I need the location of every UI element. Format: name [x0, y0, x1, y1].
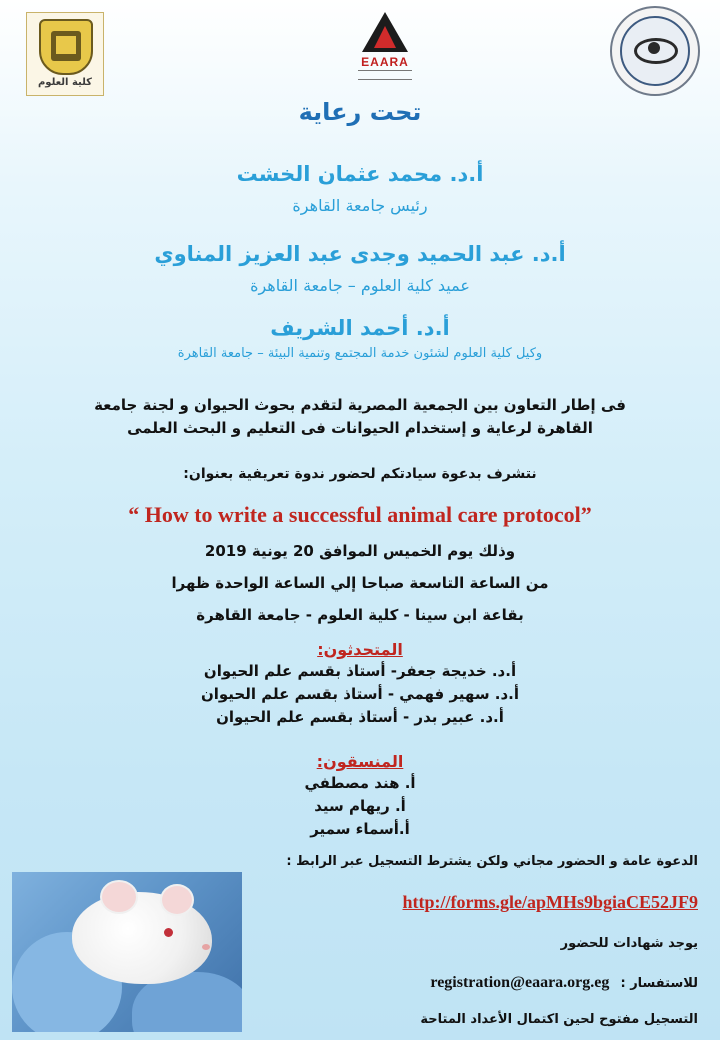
- event-venue: بقاعة ابن سينا - كلية العلوم - جامعة القاهرة: [196, 606, 524, 624]
- cairo-university-seal: [610, 6, 700, 96]
- event-date: وذلك يوم الخميس الموافق 20 يونية 2019: [204, 542, 516, 560]
- event-time: من الساعة التاسعة صباحا إلي الساعة الواحدة ظهرا: [171, 574, 549, 592]
- faculty-of-science-logo: [26, 12, 104, 96]
- patron-2-role: عميد كلية العلوم – جامعة القاهرة: [250, 276, 470, 295]
- lab-rat-photo: [12, 872, 242, 1032]
- speaker-3: أ.د. عبير بدر - أستاذ بقسم علم الحيوان: [216, 708, 504, 726]
- intro-line-1: فى إطار التعاون بين الجمعية المصرية لتقدم بحوث الحيوان و لجنة جامعة: [94, 396, 626, 414]
- speaker-1: أ.د. خديجة جعفر- أستاذ بقسم علم الحيوان: [203, 662, 517, 680]
- registration-open-note: التسجيل مفتوح لحين اكتمال الأعداد المتاحة: [420, 1012, 698, 1027]
- registration-link[interactable]: http://forms.gle/apMHs9bgiaCE52JF9: [402, 892, 698, 912]
- registration-note: الدعوة عامة و الحضور مجاني ولكن يشترط التسجيل عبر الرابط :: [286, 854, 698, 869]
- faculty-logo-caption: كلية العلوم: [37, 77, 93, 88]
- patron-3-name: أ.د. أحمد الشريف: [270, 316, 450, 340]
- coordinator-2: أ. ريهام سيد: [314, 797, 406, 815]
- coordinator-3: أ.أسماء سمير: [310, 820, 410, 838]
- invitation-text: نتشرف بدعوة سيادتكم لحضور ندوة تعريفية بعنوان:: [183, 466, 537, 482]
- patron-2-name: أ.د. عبد الحميد وجدى عبد العزيز المناوي: [154, 242, 566, 266]
- speakers-heading: المتحدثون:: [317, 640, 403, 659]
- certificates-note: يوجد شهادات للحضور: [560, 936, 698, 951]
- inquiry-email[interactable]: registration@eaara.org.eg: [430, 974, 610, 991]
- intro-line-2: القاهرة لرعاية و إستخدام الحيوانات فى التعليم و البحث العلمى: [127, 419, 593, 437]
- inquiry-row: [228, 972, 698, 992]
- coordinator-1: أ. هند مصطفي: [304, 774, 416, 792]
- patron-3-role: وكيل كلية العلوم لشئون خدمة المجتمع وتنمية البيئة – جامعة القاهرة: [177, 346, 543, 361]
- patron-1-name: أ.د. محمد عثمان الخشت: [236, 162, 484, 186]
- patronage-title: تحت رعاية: [298, 98, 422, 126]
- speaker-2: أ.د. سهير فهمي - أستاذ بقسم علم الحيوان: [200, 685, 520, 703]
- eaara-logo: [356, 12, 414, 82]
- patron-1-role: رئيس جامعة القاهرة: [292, 196, 428, 215]
- eaara-logo-text: EAARA: [361, 55, 409, 69]
- seminar-title: “ How to write a successful animal care protocol”: [128, 502, 592, 527]
- coordinators-heading: المنسقون:: [316, 752, 404, 771]
- shield-icon: [39, 19, 93, 75]
- inquiry-label: للاستفسار :: [620, 976, 698, 991]
